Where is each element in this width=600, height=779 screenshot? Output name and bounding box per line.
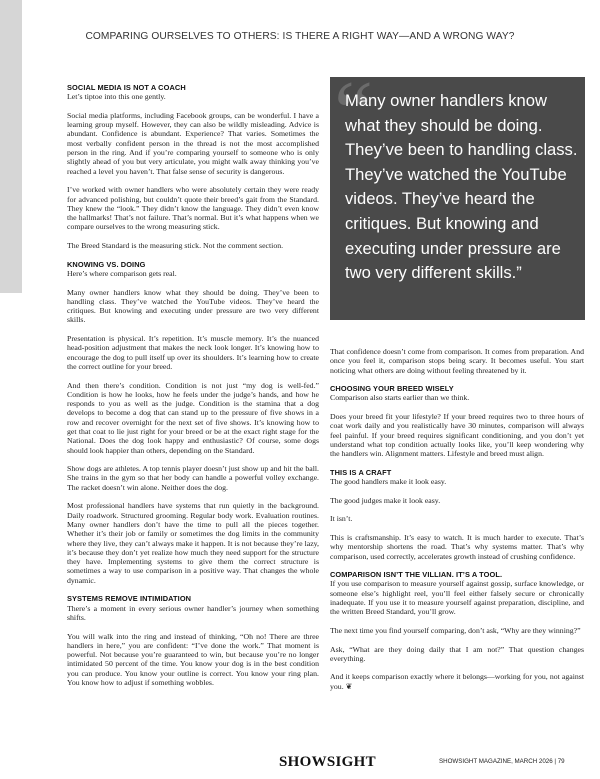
paragraph: If you use comparison to measure yourself against gossip, surface knowledge, or someone else’s highlight reel, you’ll feel either falsely secure or chronically inadequate. If you use it to measure yourself against preparation, discipline, and the written Breed Standard, you’ll grow. [330,579,584,617]
page-header: COMPARING OURSELVES TO OTHERS: IS THERE A RIGHT WAY—AND A WRONG WAY? [85,31,515,42]
paragraph: Ask, “What are they doing daily that I am not?” That question changes everything. [330,644,584,663]
paragraph: I’ve worked with owner handlers who were absolutely certain they were ready for advanced polishing, but couldn’t quote their breed’s gait from the Standard. They knew the “look.” They didn’t know the language. They didn’t even know the hallmarks! That’s not failure. That’s normal. But it’s what happens when we compare ourselves to the wrong measuring stick. [67,185,319,232]
paragraph: That confidence doesn’t come from comparison. It comes from preparation. And once you feel it, comparison stops being scary. It becomes useful. You start noticing what others are doing without feeling threatened by it. [330,347,584,375]
section-heading: SOCIAL MEDIA IS NOT A COACH [67,83,186,92]
paragraph: You will walk into the ring and instead of thinking, “Oh no! There are three handlers in here,” you are confident: “I’ve done the work.” That moment is powerful. Not because you’re guaranteed to win, but because you’re no longer intimidated 50 percent of the time. You know your dog is in the best condition you can produce. You know your outline is correct. You know your ring plan. You know how to adjust if something wobbles. [67,631,319,687]
paragraph: The Breed Standard is the measuring stick. Not the comment section. [67,241,284,251]
page-footer: SHOWSIGHT MAGAZINE, MARCH 2026 | 79 [439,758,565,765]
section-heading: CHOOSING YOUR BREED WISELY [330,384,454,394]
paragraph: Let’s tiptoe into this one gently. [67,92,166,102]
section-heading: THIS IS A CRAFT [330,467,392,477]
right-column [330,347,584,700]
pull-quote-text: Many owner handlers know what they should be doing. They’ve been to handling class. They’ve watched the YouTube videos. They’ve heard the critiques. But knowing and executing under pressure are two very different skills.” [345,91,578,283]
magazine-logo: SHOWSIGHT [279,754,376,770]
paragraph: Most professional handlers have systems that run quietly in the background. Daily roadwork. Structured grooming. Regular body work. Evaluation routines. Many owner handlers don’t have the time to pull all the pieces together. Whether it’s their job or family or sometimes the dog limits in the community where they live, they can’t always make it happen. It is not because they’re lazy, it’s because they don’t yet realize how much they need support for the structure they have. Implementing systems to give them the correct structure is sometimes a way to use comparison in a positive way. That changes the whole dynamic. [67,501,319,585]
page-edge-tab [0,0,22,293]
paragraph: The good handlers make it look easy. [330,477,447,487]
paragraph: This is craftsmanship. It’s easy to watch. It is much harder to execute. That’s why mentorship shortens the road. That’s why systems matter. That’s why comparison, used correctly, accelerates growth instead of crushing confidence. [330,532,584,561]
quote-mark-icon: “ [334,64,374,161]
pull-quote-box [330,64,585,320]
paragraph: Comparison also starts earlier than we think. [330,393,470,403]
paragraph: Here’s where comparison gets real. [67,268,177,278]
paragraph: It isn’t. [330,514,353,524]
end-mark-icon: ❦ [345,681,353,691]
paragraph: Presentation is physical. It’s repetition. It’s muscle memory. It’s the nuanced head-position adjustment that makes the neck look longer. It’s knowing how to encourage the dog to pull itself up over its shoulders. It’s learning how to create the correct outline for your breed. [67,334,319,371]
section-heading: KNOWING VS. DOING [67,259,146,269]
section-heading: COMPARISON ISN’T THE VILLIAN. IT’S A TOOL. [330,570,503,580]
paragraph-text: And it keeps comparison exactly where it belongs—working for you, not against you. [330,672,584,691]
paragraph: Show dogs are athletes. A top tennis player doesn’t just show up and hit the ball. She trains in the gym so that her body can handle a powerful volley exchange. The racket doesn’t win alone. Neither does the dog. [67,464,319,492]
paragraph: And then there’s condition. Condition is not just “my dog is well-fed.” Condition is how he looks, how he feels under the judge’s hands, and how he responds to you as well as the judge. Condition is the stamina that a dog develops to become a dog that can stand up to the pressure of five shows in a row and recover overnight for the next set of five shows. It’s knowing how to get that coat to lie just right for your breed or be at the exact right stage for the National. Does the dog look happy and enthusiastic? Of course, some dogs should look happier than others, depending on the Standard. [67,380,319,455]
paragraph: Many owner handlers know what they should be doing. They’ve been to handling class. They’ve watched the YouTube videos. They’ve heard the critiques. But knowing and executing under pressure are two very different skills. [67,287,319,325]
section-heading: SYSTEMS REMOVE INTIMIDATION [67,594,192,604]
paragraph: There’s a moment in every serious owner handler’s journey when something shifts. [67,603,319,622]
paragraph: The good judges make it look easy. [330,495,441,505]
left-column [67,83,319,697]
paragraph: Social media platforms, including Facebook groups, can be wonderful. I have a learning group myself. However, they can also be wildly misleading. Advice is abundant. Confidence is abundant. Experience? That varies. Sometimes the most verbally confident person in the thread is not the most accomplished person in the ring. And if you’re comparing yourself to someone who is only slightly ahead of you but very articulate, you might walk away thinking you’ve reached a level you haven’t. That false sense of security is dangerous. [67,110,319,176]
paragraph: Does your breed fit your lifestyle? If your breed requires two to three hours of coat work daily and you realistically have 30 minutes, comparison will always feel painful. If your breed requires significant conditioning, and you don’t yet understand what top condition actually looks like, you’ll keep wondering why the handlers win. Alignment matters. Lifestyle and breed must align. [330,412,584,459]
paragraph: The next time you find yourself comparing, don’t ask, “Why are they winning?” [330,625,581,635]
closing-paragraph [330,672,584,691]
